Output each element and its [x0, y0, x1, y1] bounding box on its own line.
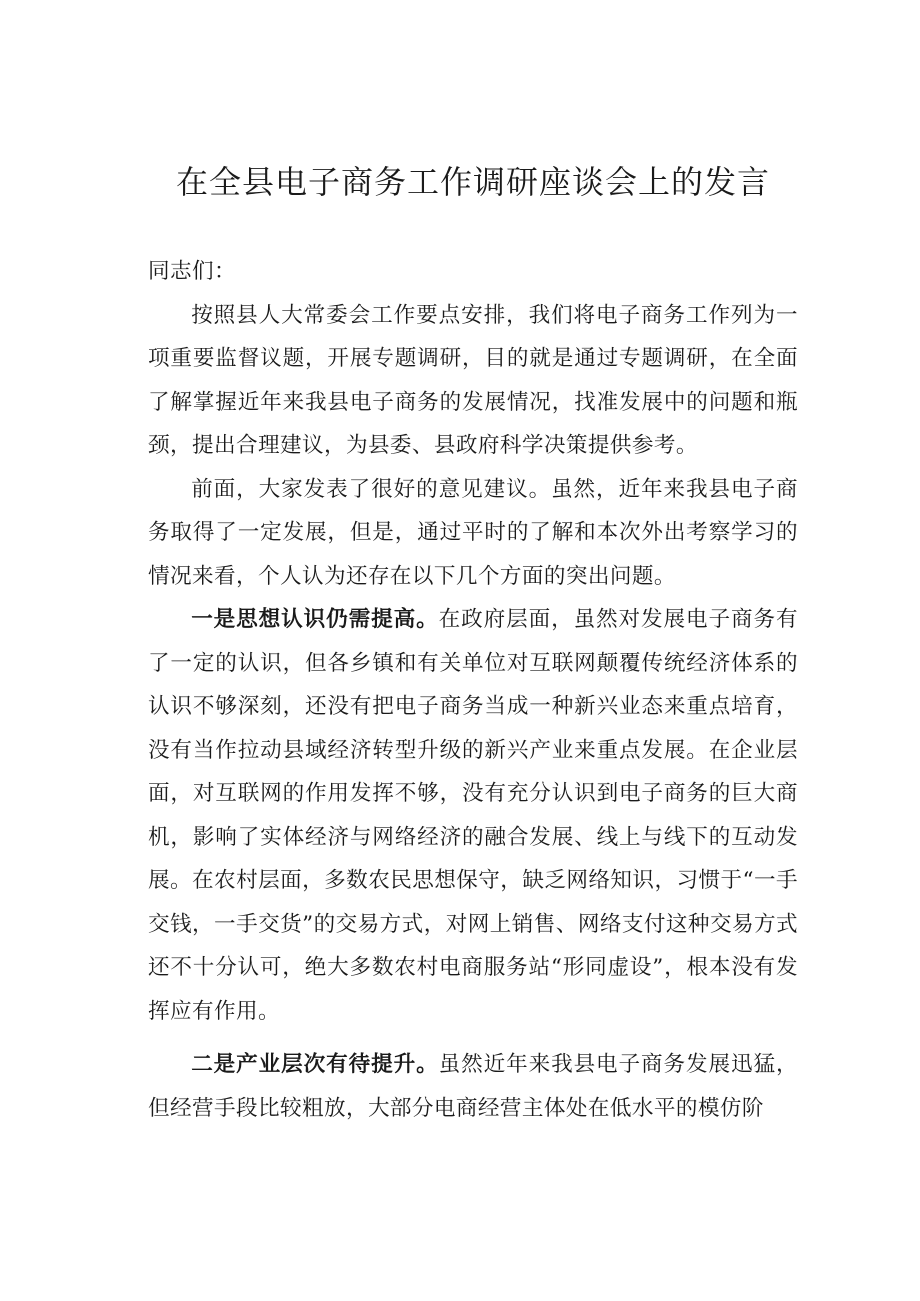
paragraph-4-text: 虽然近年来我县电子商务发展迅猛，但经营手段比较粗放，大部分电商经营主体处在低水平的模仿阶: [148, 1052, 798, 1121]
paragraph-4: [148, 1043, 798, 1130]
paragraph-2-text: 前面，大家发表了很好的意见建议。虽然，近年来我县电子商务取得了一定发展，但是，通过平时的了解和本次外出考察学习的情况来看，个人认为还存在以下几个方面的突出问题。: [148, 476, 798, 589]
document-title: 在全县电子商务工作调研座谈会上的发言: [175, 163, 770, 201]
paragraph-1: [148, 294, 798, 468]
paragraph-3-lead: 一是思想认识仍需提高。: [191, 607, 439, 632]
salutation: 同志们：: [148, 259, 236, 284]
paragraph-3: [148, 598, 798, 1033]
document-body: [148, 250, 798, 1130]
paragraph-1-text: 按照县人大常委会工作要点安排，我们将电子商务工作列为一项重要监督议题，开展专题调研，目的就是通过专题调研，在全面了解掌握近年来我县电子商务的发展情况，找准发展中的问题和瓶颈，提出合理建议，为县委、县政府科学决策提供参考。: [148, 302, 798, 458]
paragraph-4-lead: 二是产业层次有待提升。: [191, 1052, 439, 1077]
paragraph-3-text: 在政府层面，虽然对发展电子商务有了一定的认识，但各乡镇和有关单位对互联网颠覆传统经济体系的认识不够深刻，还没有把电子商务当成一种新兴业态来重点培育，没有当作拉动县域经济转型升级的新兴产业来重点发展。在企业层面，对互联网的作用发挥不够，没有充分认识到电子商务的巨大商机，影响了实体经济与网络经济的融合发展、线上与线下的互动发展。在农村层面，多数农民思想保守，缺乏网络知识，习惯于“一手交钱，一手交货”的交易方式，对网上销售、网络支付这种交易方式还不十分认可，绝大多数农村电商服务站“形同虚设”，根本没有发挥应有作用。: [148, 607, 798, 1024]
paragraph-2: [148, 468, 798, 599]
